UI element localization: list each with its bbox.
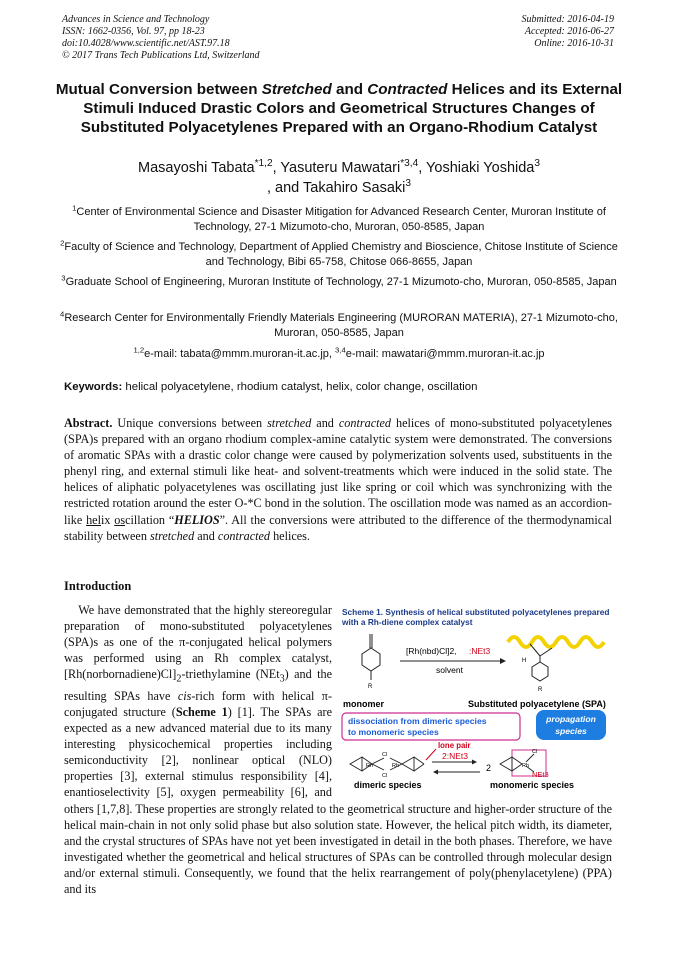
polymer-structure bbox=[530, 644, 552, 681]
affiliation-1: $^1$Center of Environmental Science and Disaster Mitigation for Advanced Research Center, Muroran Institute of Technology, 27-1 Mizumoto-cho, Muroran, 050-8585, Japan bbox=[72, 203, 606, 233]
polymer-label: Substituted polyacetylene (SPA) bbox=[468, 699, 606, 709]
monomeric-rh: Rh bbox=[522, 763, 530, 769]
affiliation-4: $^4$Research Center for Environmentally Friendly Materials Engineering (MURORAN MATERIA), 27-1 Mizumoto-cho, Muroran, 050-8585, Japan bbox=[60, 309, 618, 339]
journal-issn: ISSN: 1662-0356, Vol. 97, pp 18-23 bbox=[62, 26, 205, 37]
affiliation-2: $^2$Faculty of Science and Technology, Department of Applied Chemistry and Bioscience, Chitose Institute of Science and Technology, Bibi 65-758, Chitose 066-8655, Japan bbox=[60, 238, 618, 268]
monomer-label: monomer bbox=[343, 699, 385, 709]
keywords-label: Keywords: bbox=[64, 381, 123, 393]
journal-info bbox=[62, 14, 260, 62]
dissociation-line-2: to monomeric species bbox=[348, 727, 439, 737]
monomeric-cl: Cl bbox=[532, 749, 538, 755]
submission-dates bbox=[522, 14, 615, 50]
abstract-label: Abstract. bbox=[64, 416, 113, 430]
propagation-line-2: species bbox=[555, 726, 587, 736]
author-list: Masayoshi Tabata$^{*1,2}$, Yasuteru Mawatari$^{*3,4}$, Yoshiaki Yoshida$^3$ , and Takahiro Sasaki$^3$ bbox=[138, 158, 540, 196]
dimeric-rh-right: Rh bbox=[392, 763, 400, 769]
submitted-date: Submitted: 2016-04-19 bbox=[521, 14, 614, 25]
dimeric-rh-left: Rh bbox=[366, 763, 374, 769]
dimeric-structure bbox=[350, 757, 424, 771]
monomer-r: R bbox=[368, 684, 373, 690]
monomeric-label: monomeric species bbox=[490, 780, 575, 790]
scheme-caption-line-2: with a Rh-diene complex catalyst bbox=[342, 617, 473, 627]
scheme-1-figure bbox=[340, 604, 612, 794]
polymer-r: R bbox=[538, 687, 543, 693]
propagation-line-1: propagation bbox=[546, 714, 596, 724]
lone-pair-label: lone pair bbox=[438, 741, 471, 750]
scheme-caption-line-1: Scheme 1. Synthesis of helical substituted polyacetylenes prepared bbox=[342, 607, 610, 617]
paper-title: Mutual Conversion between Stretched and Contracted Helices and its External Stimuli Induced Drastic Colors and Geometrical Structures Changes of Substituted Polyacetylenes Prepared with an Organo-Rhodium Catalyst bbox=[55, 81, 623, 136]
abstract: Abstract. Unique conversions between stretched and contracted helices of mono-substituted polyacetylenes (SPA)s prepared with an organo rhodium complex-amine catalytic system were demonstrated. The conversions of aromatic SPAs with a drastic color change were caused by polymerization solvents used, substituents in the phenyl ring, and external stimuli like heat- and solvent-treatments which were induced in the solid state. The helices of aliphatic polyacetylenes was oscillating just like spring or coil which was synchronizing with the restricted rotation around the ester O-*C bond in the solution. The oscillation mode was named as an accordion-like helix oscillation “HELIOS”. All the conversions were attributed to the difference of the thermodynamical stability between stretched and contracted helices. bbox=[64, 416, 612, 543]
dimeric-label: dimeric species bbox=[354, 780, 422, 790]
online-date: Online: 2016-10-31 bbox=[534, 38, 614, 49]
monomeric-net3: NEt3 bbox=[532, 770, 549, 779]
copyright: © 2017 Trans Tech Publications Ltd, Switzerland bbox=[62, 50, 260, 61]
polymer-h: H bbox=[522, 658, 527, 664]
dimeric-cl-bottom: Cl bbox=[382, 773, 388, 779]
journal-doi[interactable]: doi:10.4028/www.scientific.net/AST.97.18 bbox=[62, 38, 230, 49]
monomer-structure bbox=[362, 634, 380, 680]
keywords-text: helical polyacetylene, rhodium catalyst, helix, color change, oscillation bbox=[122, 381, 478, 393]
journal-name: Advances in Science and Technology bbox=[62, 14, 210, 25]
introduction-heading: Introduction bbox=[64, 579, 132, 593]
solvent-label: solvent bbox=[436, 665, 463, 675]
two-net3-label: 2:NEt3 bbox=[442, 751, 468, 761]
catalyst-amine: :NEt3 bbox=[469, 646, 491, 656]
keywords bbox=[64, 381, 477, 393]
helix-shape bbox=[508, 637, 604, 647]
coefficient-2: 2 bbox=[486, 763, 492, 773]
dimeric-cl-top: Cl bbox=[382, 752, 388, 758]
accepted-date: Accepted: 2016-06-27 bbox=[524, 26, 614, 37]
dissociation-line-1: dissociation from dimeric species bbox=[348, 716, 487, 726]
catalyst-label: [Rh(nbd)Cl]2, bbox=[406, 646, 457, 656]
contact-emails: $^{1,2}$e-mail: tabata@mmm.muroran-it.ac.jp, $^{3,4}$e-mail: mawatari@mmm.muroran-it.ac.jp bbox=[133, 345, 545, 360]
affiliation-3: $^3$Graduate School of Engineering, Muroran Institute of Technology, 27-1 Mizumoto-cho, Muroran, 050-8585, Japan bbox=[61, 273, 617, 288]
introduction-text: Scheme 1. Synthesis of helical substituted polyacetylenes prepared with a Rh-diene complex catalyst R monomer [Rh(nbd)Cl]2, :NEt3 solvent H R Substituted polyacetylene (SPA) dissociation from dimeric species to monomeric species propagation species lone pair Cl Rh Rh Cl dimeric species 2:NEt3 2 Cl Rh NEt3 monomeric species We have demonstrated that the highly stereoregular preparation of mono-substituted polyacetylenes (SPA)s as one of the π-conjugated helical polymers was performed using an Rh complex catalyst, $[Rh(norbornadiene)Cl]_2$-triethylamine (NEt$_3$) and the resulting SPAs have cis-rich form with helical π-conjugated structure (Scheme 1) [1]. The SPAs are expected as a new advanced material due to its many interesting physicochemical properties including semiconductivity [2], nonlinear optical (NLO) properties [3], external stimulus responsibility [4], enantioselectivity [5], oxygen permeability [6], and others [1,7,8]. These properties are strongly related to the geometrical structure and higher-order structure of the helical main-chain in not only solid phase but also solution state. However, the helical pitch width, its diameter, and the crystal structures of SPAs have not yet been investigated in detail in the both phases. Therefore, we have investigated whether the geometrical and helical structures of SPAs can be controlled through molecular design and/or external stimuli. Consequently, we found that the helix rearrangement of poly(phenylacetylene) (PPA) and its bbox=[64, 603, 612, 897]
